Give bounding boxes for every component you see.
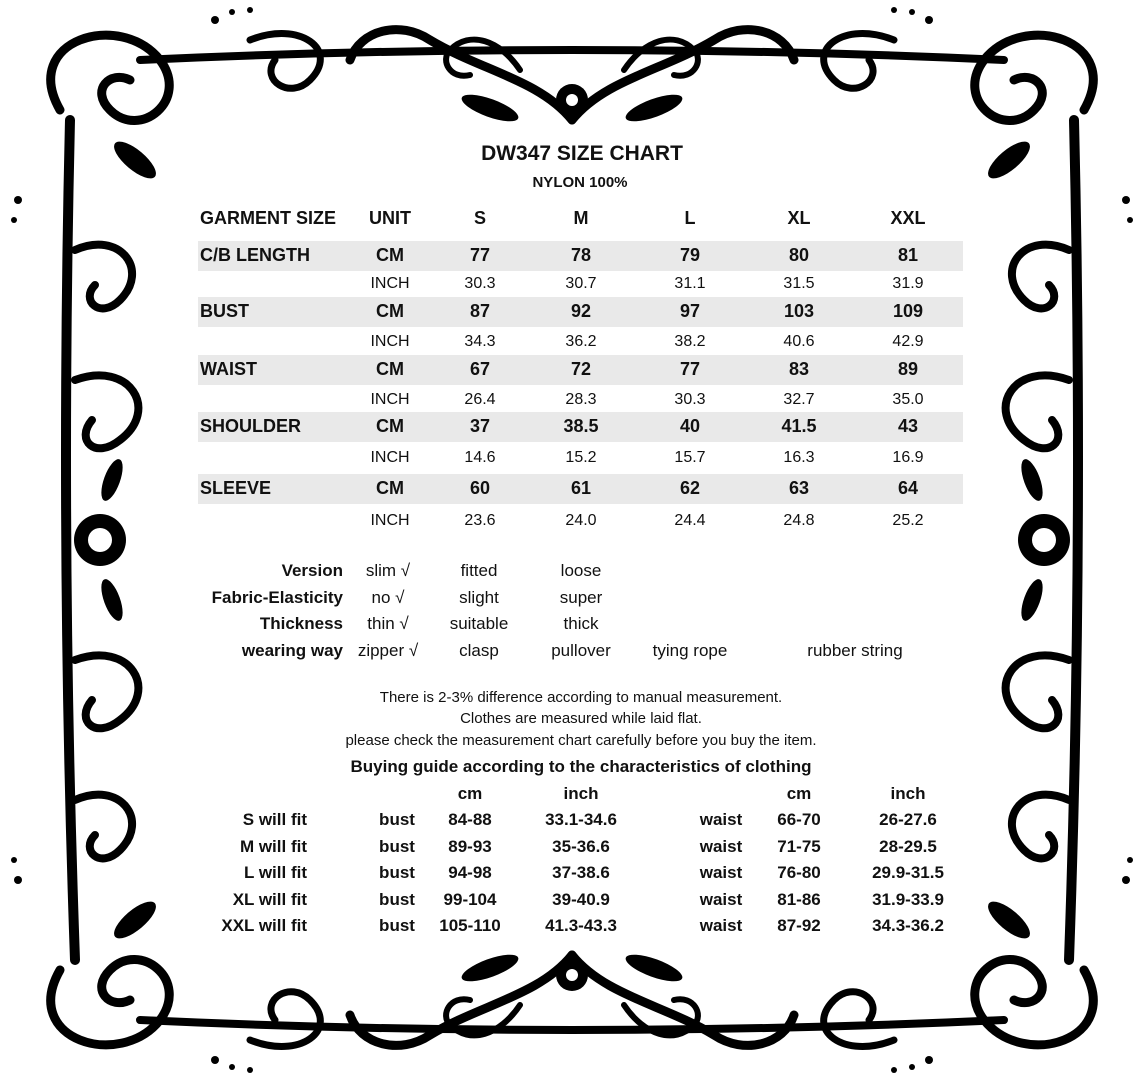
cell-value: 89 xyxy=(897,359,919,379)
cell-value: 60 xyxy=(469,478,491,498)
guide-bust-cm: 94-98 xyxy=(448,863,492,882)
cell-value: 63 xyxy=(788,478,810,498)
property-label-thickness: Thickness xyxy=(259,614,343,633)
guide-bust-inch: 39-40.9 xyxy=(552,890,610,909)
guide-bust-inch: 37-38.6 xyxy=(552,863,610,882)
header-unit: UNIT xyxy=(369,208,411,228)
unit-cm: CM xyxy=(376,245,404,265)
property-option: no √ xyxy=(371,588,405,607)
property-option: thin √ xyxy=(367,614,409,633)
guide-bust-inch: 33.1-34.6 xyxy=(545,810,617,829)
cell-value: 80 xyxy=(788,245,810,265)
guide-waist-label: waist xyxy=(699,863,743,882)
unit-inch: INCH xyxy=(370,333,410,350)
property-option: fitted xyxy=(460,561,498,580)
cell-value: 103 xyxy=(783,301,815,321)
guide-bust-label: bust xyxy=(379,810,415,829)
header-size-s: S xyxy=(473,208,487,228)
guide-bust-inch: 35-36.6 xyxy=(552,837,610,856)
guide-waist-cm: 81-86 xyxy=(777,890,821,909)
cell-value: 43 xyxy=(897,416,919,436)
property-label-elasticity: Fabric-Elasticity xyxy=(211,588,343,607)
guide-waist-inch: 26-27.6 xyxy=(879,810,937,829)
header-garment-size: GARMENT SIZE xyxy=(200,208,337,228)
cell-value: 24.4 xyxy=(674,512,706,529)
cell-value: 38.5 xyxy=(563,416,599,436)
guide-waist-cm: 87-92 xyxy=(777,916,821,935)
cell-value: 77 xyxy=(679,359,701,379)
cell-value: 23.6 xyxy=(464,512,496,529)
cell-value: 36.2 xyxy=(565,333,597,350)
property-option: tying rope xyxy=(652,641,728,660)
unit-inch: INCH xyxy=(370,391,410,408)
cell-value: 31.9 xyxy=(892,275,924,292)
guide-waist-label: waist xyxy=(699,890,743,909)
cell-value: 64 xyxy=(897,478,919,498)
cell-value: 16.9 xyxy=(892,449,924,466)
guide-header-waist-inch: inch xyxy=(890,784,926,803)
row-label: C/B LENGTH xyxy=(200,245,310,265)
cell-value: 78 xyxy=(570,245,592,265)
cell-value: 24.0 xyxy=(565,512,597,529)
cell-value: 26.4 xyxy=(464,391,496,408)
cell-value: 16.3 xyxy=(783,449,815,466)
cell-value: 37 xyxy=(469,416,491,436)
property-option: clasp xyxy=(459,641,499,660)
property-option: pullover xyxy=(551,641,611,660)
note-line: There is 2-3% difference according to manual measurement. xyxy=(379,689,783,706)
guide-bust-label: bust xyxy=(379,837,415,856)
guide-waist-cm: 71-75 xyxy=(777,837,821,856)
cell-value: 34.3 xyxy=(464,333,496,350)
cell-value: 35.0 xyxy=(892,391,924,408)
header-size-m: M xyxy=(573,208,589,228)
note-line: Clothes are measured while laid flat. xyxy=(460,710,702,727)
cell-value: 25.2 xyxy=(892,512,924,529)
row-label: WAIST xyxy=(200,359,257,379)
guide-bust-label: bust xyxy=(379,916,415,935)
cell-value: 77 xyxy=(469,245,491,265)
cell-value: 109 xyxy=(892,301,924,321)
guide-waist-inch: 34.3-36.2 xyxy=(872,916,944,935)
cell-value: 79 xyxy=(679,245,701,265)
page-title: DW347 SIZE CHART xyxy=(481,142,683,165)
cell-value: 31.5 xyxy=(783,275,815,292)
unit-inch: INCH xyxy=(370,449,410,466)
header-size-xl: XL xyxy=(787,208,811,228)
guide-fit-label: L will fit xyxy=(244,863,307,882)
property-option: suitable xyxy=(449,614,509,633)
cell-value: 30.3 xyxy=(464,275,496,292)
guide-waist-cm: 76-80 xyxy=(777,863,821,882)
guide-fit-label: S will fit xyxy=(242,810,307,829)
guide-fit-label: M will fit xyxy=(239,837,307,856)
guide-header-bust-cm: cm xyxy=(457,784,483,803)
buying-guide-title: Buying guide according to the characteristics of clothing xyxy=(350,757,812,776)
cell-value: 81 xyxy=(897,245,919,265)
guide-fit-label: XL will fit xyxy=(232,890,307,909)
material-label: NYLON 100% xyxy=(532,174,628,191)
guide-header-waist-cm: cm xyxy=(786,784,812,803)
cell-value: 92 xyxy=(570,301,592,321)
guide-fit-label: XXL will fit xyxy=(221,916,307,935)
property-option: loose xyxy=(560,561,602,580)
guide-waist-cm: 66-70 xyxy=(777,810,821,829)
property-option: slim √ xyxy=(365,561,411,580)
guide-bust-cm: 89-93 xyxy=(448,837,492,856)
property-label-wearing-way: wearing way xyxy=(241,641,343,660)
cell-value: 15.7 xyxy=(674,449,706,466)
cell-value: 72 xyxy=(570,359,592,379)
unit-cm: CM xyxy=(376,416,404,436)
cell-value: 31.1 xyxy=(674,275,706,292)
guide-bust-cm: 105-110 xyxy=(439,916,501,935)
cell-value: 62 xyxy=(679,478,701,498)
cell-value: 67 xyxy=(469,359,491,379)
note-line: please check the measurement chart carefully before you buy the item. xyxy=(345,732,817,749)
row-label: BUST xyxy=(200,301,249,321)
guide-bust-inch: 41.3-43.3 xyxy=(545,916,617,935)
cell-value: 30.7 xyxy=(565,275,597,292)
cell-value: 61 xyxy=(570,478,592,498)
guide-bust-cm: 84-88 xyxy=(448,810,492,829)
cell-value: 30.3 xyxy=(674,391,706,408)
unit-cm: CM xyxy=(376,301,404,321)
property-option: rubber string xyxy=(807,641,903,660)
unit-inch: INCH xyxy=(370,512,410,529)
unit-cm: CM xyxy=(376,359,404,379)
guide-waist-inch: 29.9-31.5 xyxy=(872,863,944,882)
cell-value: 32.7 xyxy=(783,391,815,408)
row-label: SLEEVE xyxy=(200,478,272,498)
property-label-version: Version xyxy=(281,561,343,580)
header-size-xxl: XXL xyxy=(890,208,926,228)
guide-waist-label: waist xyxy=(699,837,743,856)
guide-bust-label: bust xyxy=(379,863,415,882)
row-label: SHOULDER xyxy=(200,416,302,436)
property-option: super xyxy=(559,588,603,607)
guide-bust-label: bust xyxy=(379,890,415,909)
cell-value: 42.9 xyxy=(892,333,924,350)
cell-value: 24.8 xyxy=(783,512,815,529)
guide-bust-cm: 99-104 xyxy=(443,890,497,909)
cell-value: 28.3 xyxy=(565,391,597,408)
guide-waist-label: waist xyxy=(699,810,743,829)
cell-value: 83 xyxy=(788,359,810,379)
property-option: slight xyxy=(459,588,499,607)
property-option: zipper √ xyxy=(357,641,419,660)
guide-waist-label: waist xyxy=(699,916,743,935)
guide-waist-inch: 28-29.5 xyxy=(879,837,937,856)
cell-value: 97 xyxy=(679,301,701,321)
cell-value: 40 xyxy=(679,416,701,436)
cell-value: 15.2 xyxy=(565,449,597,466)
cell-value: 14.6 xyxy=(464,449,496,466)
header-size-l: L xyxy=(684,208,696,228)
property-option: thick xyxy=(563,614,599,633)
cell-value: 38.2 xyxy=(674,333,706,350)
unit-cm: CM xyxy=(376,478,404,498)
guide-waist-inch: 31.9-33.9 xyxy=(872,890,944,909)
unit-inch: INCH xyxy=(370,275,410,292)
cell-value: 40.6 xyxy=(783,333,815,350)
cell-value: 87 xyxy=(469,301,491,321)
guide-header-bust-inch: inch xyxy=(563,784,599,803)
cell-value: 41.5 xyxy=(781,416,817,436)
